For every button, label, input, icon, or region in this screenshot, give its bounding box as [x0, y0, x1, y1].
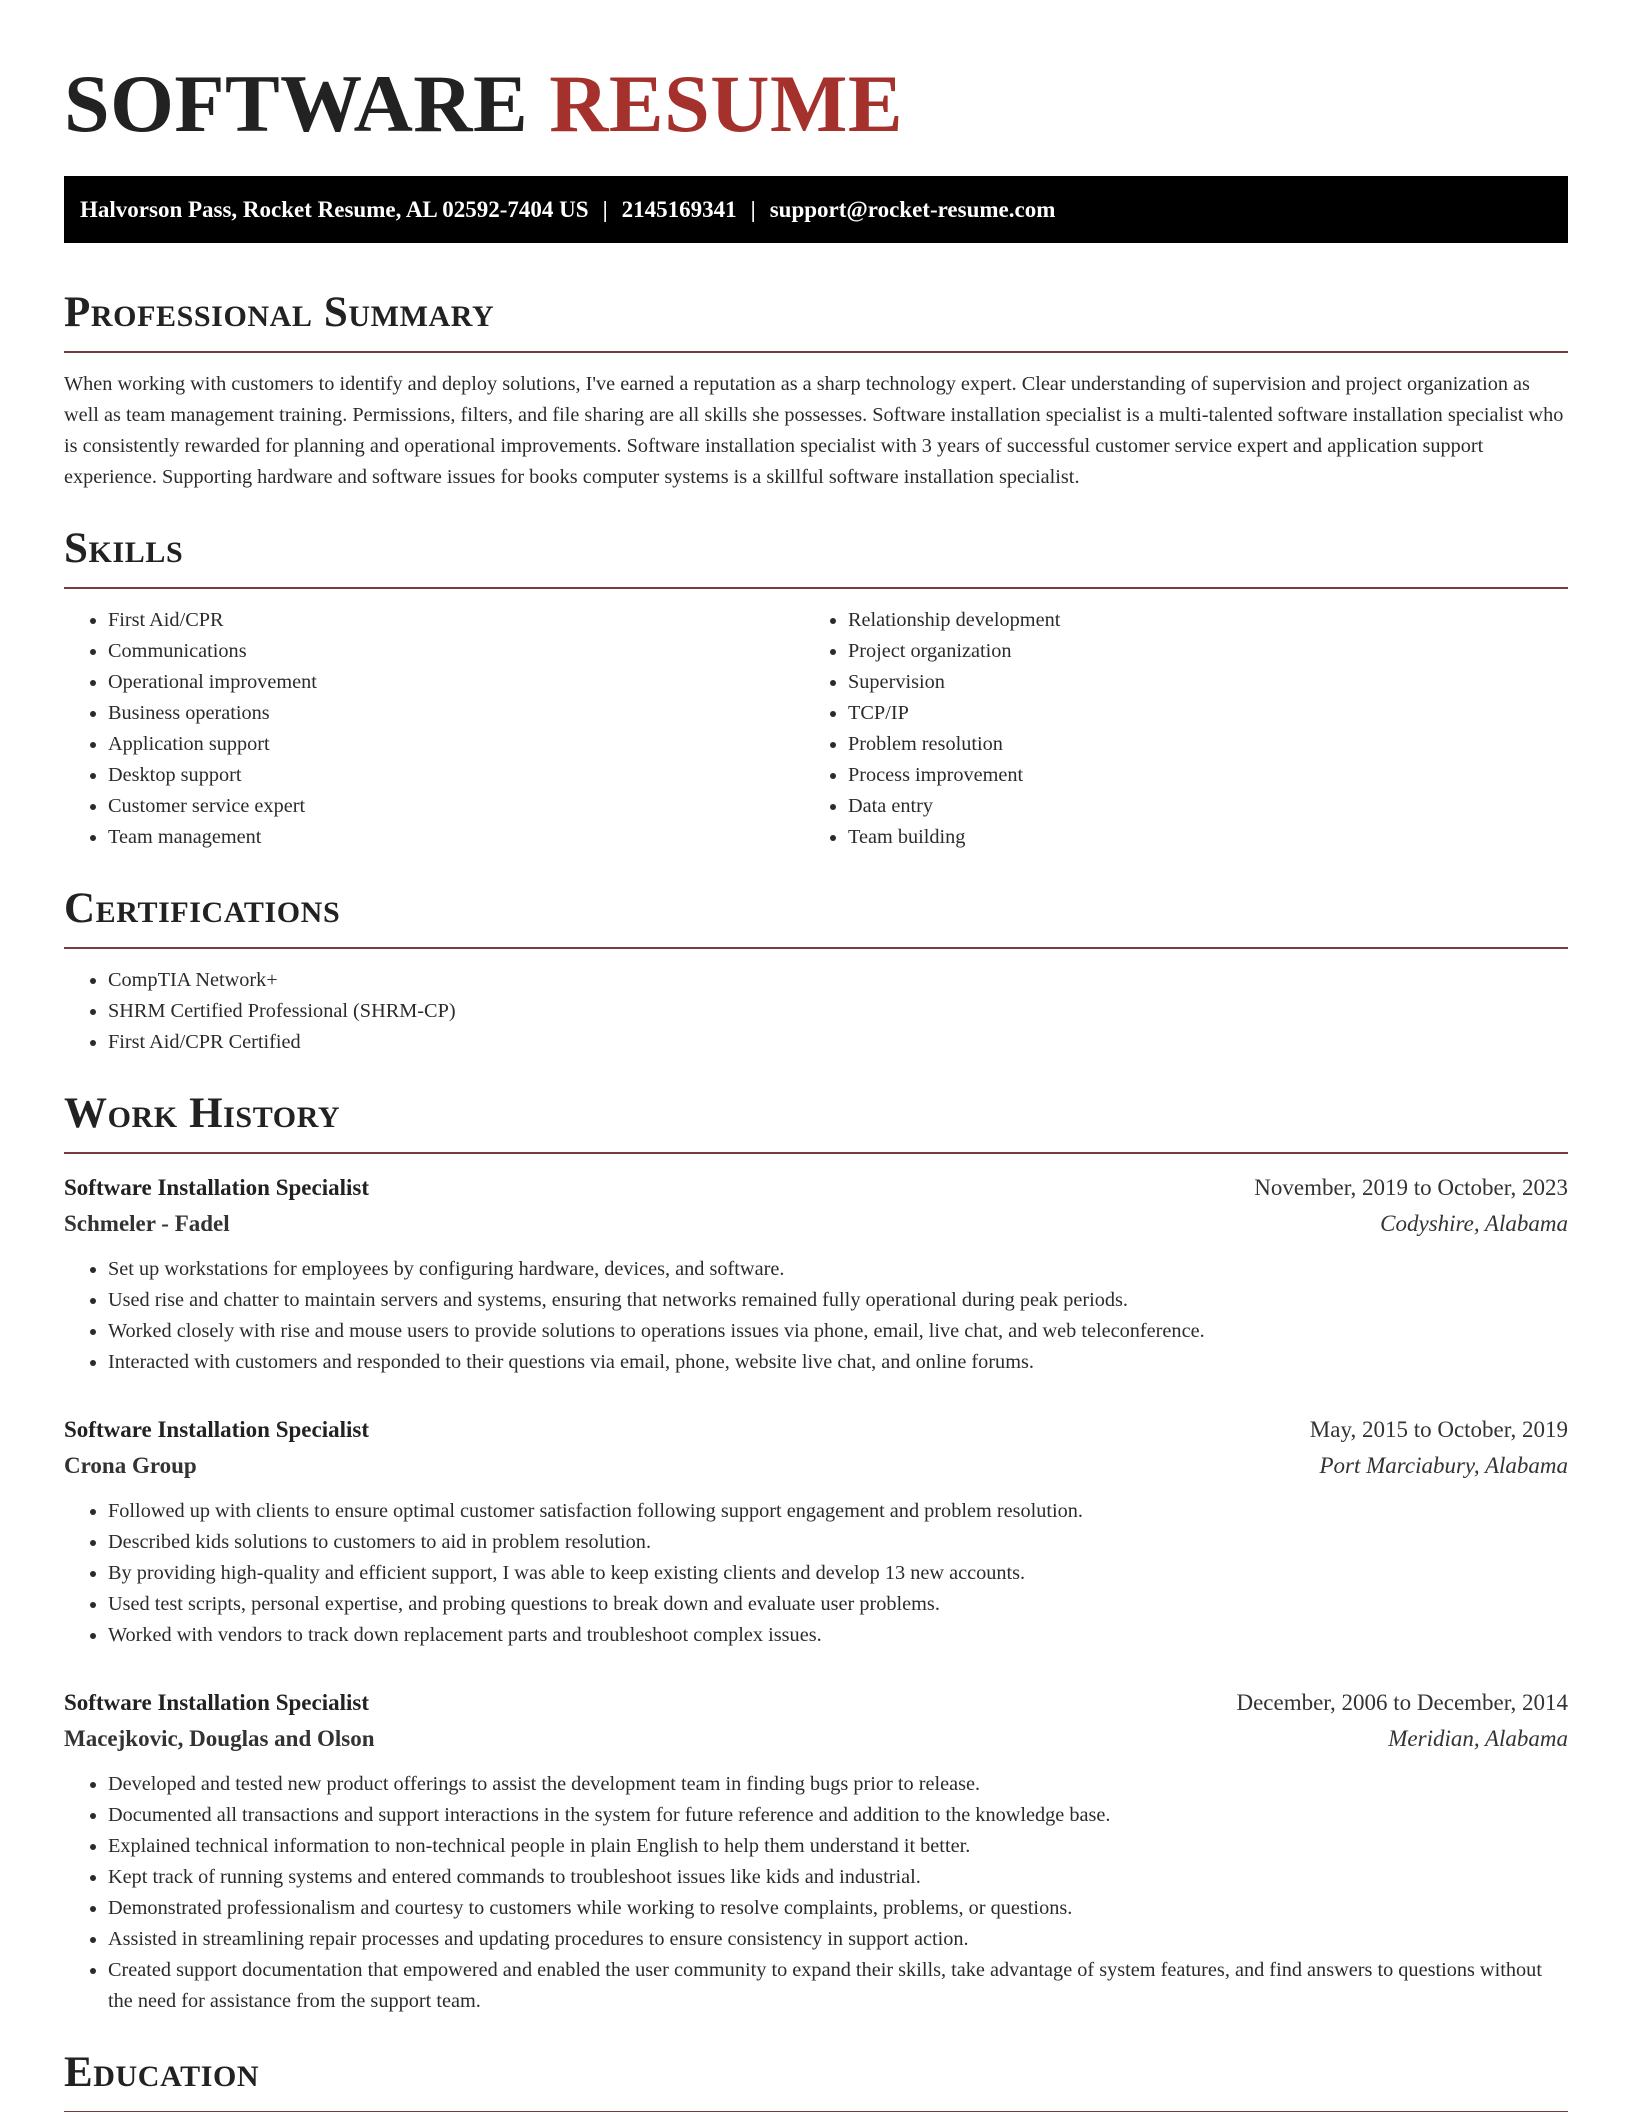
- job-duty: • Set up workstations for employees by configuring hardware, devices, and software.: [108, 1254, 1568, 1285]
- skills-list-right: [804, 605, 1544, 853]
- job-company: Crona Group: [64, 1453, 197, 1478]
- title-accent: RESUME: [549, 58, 904, 149]
- job-header-row: [64, 1170, 1568, 1206]
- job-duty: • Worked with vendors to track down replacement parts and troubleshoot complex issues.: [108, 1620, 1568, 1651]
- job-location: Port Marciabury, Alabama: [1319, 1453, 1568, 1478]
- job-entry: [64, 1685, 1568, 2017]
- contact-separator: |: [602, 197, 608, 222]
- certification-item: • First Aid/CPR Certified: [108, 1027, 1568, 1058]
- section-work-history: [64, 1088, 1568, 2017]
- job-company: Macejkovic, Douglas and Olson: [64, 1726, 375, 1751]
- job-dates: May, 2015 to October, 2019: [1309, 1417, 1568, 1442]
- job-duties-list: [64, 1254, 1568, 1378]
- section-certifications: [64, 883, 1568, 1058]
- job-location: Codyshire, Alabama: [1380, 1211, 1568, 1236]
- job-title: Software Installation Specialist: [64, 1175, 369, 1200]
- skill-item: • Process improvement: [848, 760, 1544, 791]
- job-duty: • Interacted with customers and responded to their questions via email, phone, website live chat, and online forums.: [108, 1347, 1568, 1378]
- contact-address: Halvorson Pass, Rocket Resume, AL 02592-7404 US: [80, 197, 589, 222]
- job-duty: • Explained technical information to non-technical people in plain English to help them understand it better.: [108, 1831, 1568, 1862]
- certification-item: • CompTIA Network+: [108, 965, 1568, 996]
- skill-item: • Team building: [848, 822, 1544, 853]
- certification-item: • SHRM Certified Professional (SHRM-CP): [108, 996, 1568, 1027]
- job-duty: • Worked closely with rise and mouse users to provide solutions to operations issues via phone, email, live chat, and web teleconference.: [108, 1316, 1568, 1347]
- section-heading-skills: Skills: [64, 523, 1568, 589]
- certifications-list: [64, 965, 1568, 1058]
- skill-item: • TCP/IP: [848, 698, 1544, 729]
- contact-phone: 2145169341: [621, 197, 737, 222]
- skill-item: • Problem resolution: [848, 729, 1544, 760]
- job-duty: • Used test scripts, personal expertise, and probing questions to break down and evaluate user problems.: [108, 1589, 1568, 1620]
- skill-item: • Operational improvement: [108, 667, 804, 698]
- skill-item: • Data entry: [848, 791, 1544, 822]
- summary-text: When working with customers to identify and deploy solutions, I've earned a reputation as a sharp technology expert. Clear understanding of supervision and project organization as well as team management training. Permissions, filters, and file sharing are all skills she possesses. Software installation specialist is a multi-talented software installation specialist who is consistently rewarded for planning and operational improvements. Software installation specialist with 3 years of successful customer service expert and application support experience. Supporting hardware and software issues for books computer systems is a skillful software installation specialist.: [64, 373, 1564, 488]
- skill-item: • Supervision: [848, 667, 1544, 698]
- section-skills: [64, 523, 1568, 853]
- job-duty: • Kept track of running systems and entered commands to troubleshoot issues like kids and industrial.: [108, 1862, 1568, 1893]
- job-dates: December, 2006 to December, 2014: [1236, 1690, 1568, 1715]
- job-subheader-row: [64, 1721, 1568, 1757]
- skill-item: • Application support: [108, 729, 804, 760]
- job-company: Schmeler - Fadel: [64, 1211, 230, 1236]
- section-education: [64, 2047, 1568, 2112]
- job-duty: • Developed and tested new product offerings to assist the development team in finding bugs prior to release.: [108, 1769, 1568, 1800]
- job-duty: • Demonstrated professionalism and courtesy to customers while working to resolve complaints, problems, or questions.: [108, 1893, 1568, 1924]
- skills-column-right: [804, 605, 1544, 853]
- resume-title: [64, 0, 1568, 176]
- skills-columns: [64, 605, 1568, 853]
- job-header-row: [64, 1685, 1568, 1721]
- job-location: Meridian, Alabama: [1388, 1726, 1568, 1751]
- job-title: Software Installation Specialist: [64, 1417, 369, 1442]
- skill-item: • Relationship development: [848, 605, 1544, 636]
- job-header-row: [64, 1412, 1568, 1448]
- skill-item: • Team management: [108, 822, 804, 853]
- skill-item: • First Aid/CPR: [108, 605, 804, 636]
- job-subheader-row: [64, 1206, 1568, 1242]
- skills-list-left: [64, 605, 804, 853]
- contact-separator: |: [750, 197, 756, 222]
- section-professional-summary: [64, 287, 1568, 493]
- job-subheader-row: [64, 1448, 1568, 1484]
- skill-item: • Project organization: [848, 636, 1544, 667]
- job-duties-list: [64, 1496, 1568, 1651]
- job-duty: • Assisted in streamlining repair processes and updating procedures to ensure consistency in support action.: [108, 1924, 1568, 1955]
- job-duty: • Used rise and chatter to maintain servers and systems, ensuring that networks remained fully operational during peak periods.: [108, 1285, 1568, 1316]
- section-heading-education: Education: [64, 2047, 1568, 2112]
- contact-email: support@rocket-resume.com: [769, 197, 1056, 222]
- section-heading-summary: Professional Summary: [64, 287, 1568, 353]
- job-duty: • By providing high-quality and efficient support, I was able to keep existing clients and develop 13 new accounts.: [108, 1558, 1568, 1589]
- skill-item: • Business operations: [108, 698, 804, 729]
- job-entry: [64, 1412, 1568, 1651]
- skill-item: • Customer service expert: [108, 791, 804, 822]
- job-duties-list: [64, 1769, 1568, 2017]
- job-title: Software Installation Specialist: [64, 1690, 369, 1715]
- job-dates: November, 2019 to October, 2023: [1254, 1175, 1568, 1200]
- job-entry: [64, 1170, 1568, 1378]
- skill-item: • Communications: [108, 636, 804, 667]
- skills-column-left: [64, 605, 804, 853]
- title-main: SOFTWARE: [64, 58, 529, 149]
- job-duty: • Followed up with clients to ensure optimal customer satisfaction following support engagement and problem resolution.: [108, 1496, 1568, 1527]
- section-heading-certifications: Certifications: [64, 883, 1568, 949]
- job-duty: • Described kids solutions to customers to aid in problem resolution.: [108, 1527, 1568, 1558]
- skill-item: • Desktop support: [108, 760, 804, 791]
- job-duty: • Created support documentation that empowered and enabled the user community to expand their skills, take advantage of system features, and find answers to questions without the need for assistance from the support team.: [108, 1955, 1568, 2017]
- section-heading-work-history: Work History: [64, 1088, 1568, 1154]
- contact-bar: [64, 176, 1568, 243]
- job-duty: • Documented all transactions and support interactions in the system for future reference and addition to the knowledge base.: [108, 1800, 1568, 1831]
